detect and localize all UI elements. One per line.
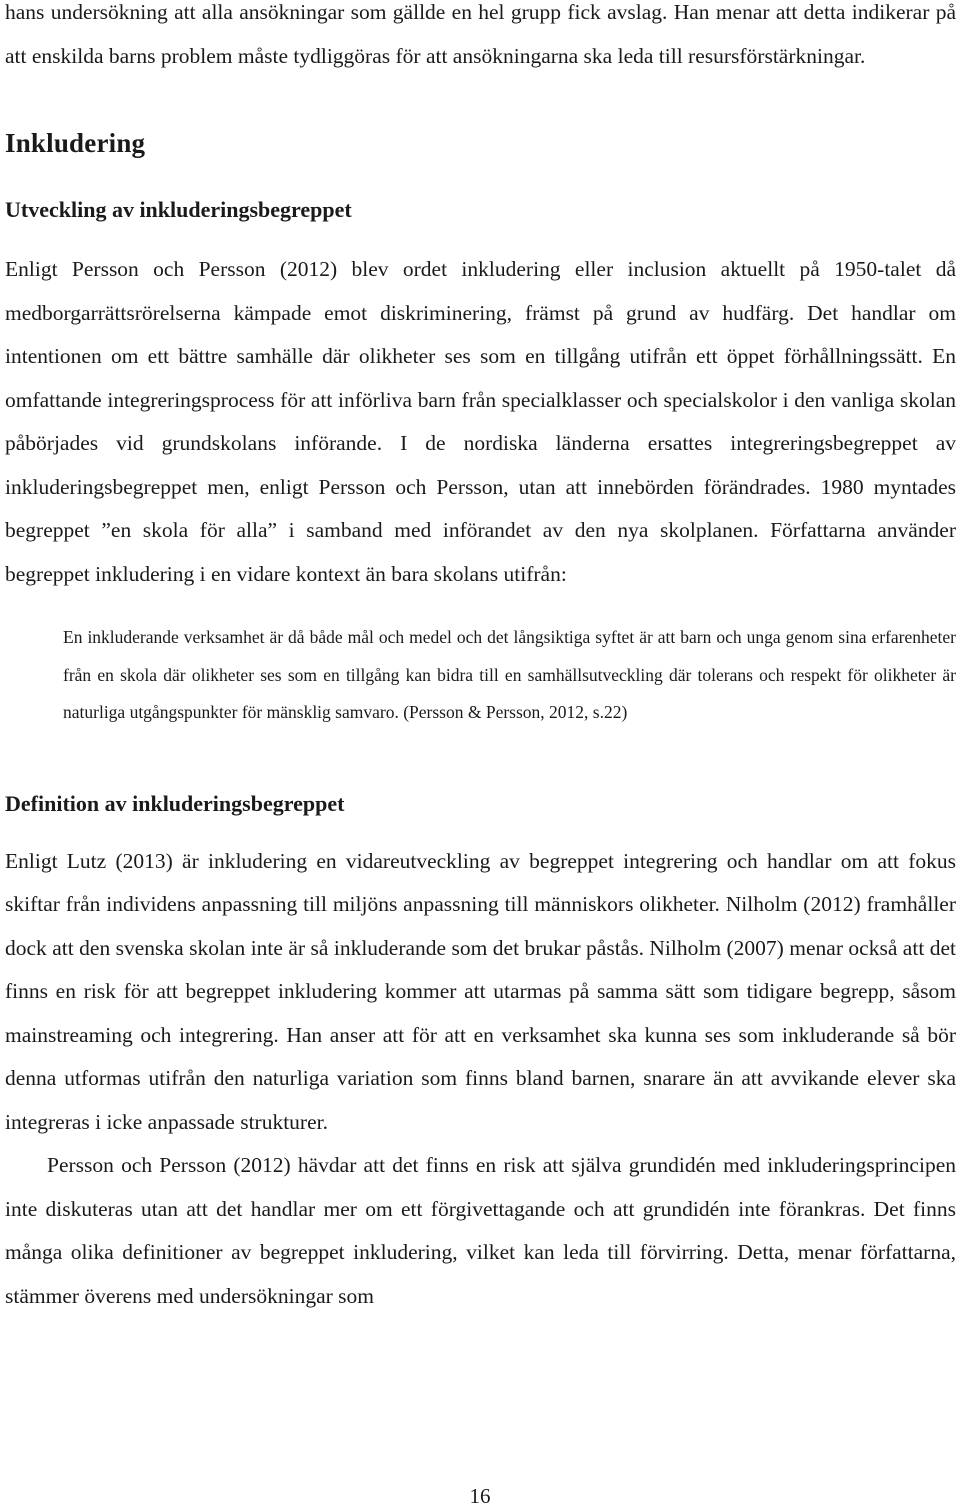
page-number: 16 [469,1484,491,1508]
block-quote: En inkluderande verksamhet är då både mål och medel och det långsiktiga syftet är att barn och unga genom sina erfarenheter från en skola där olikheter ses som en tillgång kan bidra till en samhällsutveckling där tolerans och respekt för olikheter är naturliga utgångspunkter för mänsklig samvaro. (Persson & Persson, 2012, s.22) [63,627,956,722]
body-paragraph-2: Enligt Lutz (2013) är inkludering en vidareutveckling av begreppet integrering och handlar om att fokus skiftar från individens anpassning till miljöns anpassning till människors olikheter. Nilholm (2012) framhåller dock att den svenska skolan inte är så inkluderande som det brukar påstås. Nilholm (2007) menar också att det finns en risk för att begreppet inkludering kommer att utarmas på samma sätt som tidigare begrepp, såsom mainstreaming och integrering. Han anser att för att en verksamhet ska kunna ses som inkluderande så bör denna utformas utifrån den naturliga variation som finns bland barnen, snarare än att avvikande elever ska integreras i icke anpassade strukturer. [5,848,956,1134]
subsection-heading: Utveckling av inkluderingsbegreppet [5,197,352,222]
body-paragraph-1: Enligt Persson och Persson (2012) blev ordet inkludering eller inclusion aktuellt på 1950-talet då medborgarrättsrörelserna kämpade emot diskriminering, främst på grund av hudfärg. Det handlar om intentionen om ett bättre samhälle där olikheter ses som en tillgång utifrån ett öppet förhållningssätt. En omfattande integreringsprocess för att införliva barn från specialklasser och specialskolor i den vanliga skolan påbörjades vid grundskolans införande. I de nordiska länderna ersattes integreringsbegreppet av inkluderingsbegreppet men, enligt Persson och Persson, utan att innebörden förändrades. 1980 myntades begreppet ”en skola för alla” i samband med införandet av den nya skolplanen. Författarna använder begreppet inkludering i en vidare kontext än bara skolans utifrån: [5,257,956,586]
definition-heading: Definition av inkluderingsbegreppet [5,790,345,816]
section-heading: Inkludering [5,128,146,158]
intro-paragraph: hans undersökning att alla ansökningar som gällde en hel grupp fick avslag. Han menar att detta indikerar på att enskilda barns problem måste tydliggöras för att ansökningarna ska leda till resursförstärkningar. [5,0,956,68]
body-paragraph-3: Persson och Persson (2012) hävdar att det finns en risk att själva grundidén med inkluderingsprincipen inte diskuteras utan att det handlar mer om ett förgivettagande och att grundidén inte förankras. Det finns många olika definitioner av begreppet inkludering, vilket kan leda till förvirring. Detta, menar författarna, stämmer överens med undersökningar som [5,1153,956,1308]
